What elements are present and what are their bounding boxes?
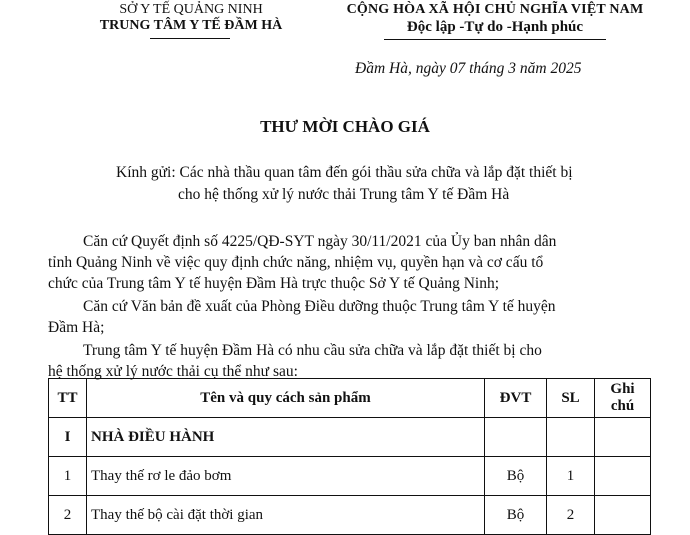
section-tt: I <box>49 418 87 457</box>
recipient-line-1: Kính gửi: Các nhà thầu quan tâm đến gói thầu sửa chữa và lắp đặt thiết bị <box>116 164 573 181</box>
items-table <box>48 378 651 535</box>
paragraph-1-line-3: chức của Trung tâm Y tế huyện Đầm Hà trực thuộc Sở Y tế Quảng Ninh; <box>48 275 500 292</box>
motto-underline <box>384 39 606 40</box>
table-row <box>49 457 651 496</box>
paragraph-1-line-2: tỉnh Quảng Ninh về việc quy định chức năng, nhiệm vụ, quyền hạn và cơ cấu tổ <box>48 254 544 271</box>
agency-underline <box>150 38 230 39</box>
row-unit: Bộ <box>485 496 547 535</box>
row-note <box>595 496 651 535</box>
section-unit <box>485 418 547 457</box>
table-header-row <box>49 379 651 418</box>
agency-parent: SỞ Y TẾ QUẢNG NINH <box>119 2 263 17</box>
section-name: NHÀ ĐIỀU HÀNH <box>87 418 485 457</box>
header-note: Ghi chú <box>595 379 651 418</box>
row-tt: 2 <box>49 496 87 535</box>
table-row <box>49 496 651 535</box>
paragraph-3-line-2: hệ thống xử lý nước thải cụ thể như sau: <box>48 363 298 380</box>
table-section-row <box>49 418 651 457</box>
row-product: Thay thế bộ cài đặt thời gian <box>87 496 485 535</box>
row-product: Thay thế rơ le đảo bơm <box>87 457 485 496</box>
paragraph-2-line-2: Đầm Hà; <box>48 319 105 336</box>
row-quantity: 2 <box>547 496 595 535</box>
nation-title: CỘNG HÒA XÃ HỘI CHỦ NGHĨA VIỆT NAM <box>346 2 644 17</box>
nation-motto: Độc lập -Tự do -Hạnh phúc <box>406 19 584 35</box>
paragraph-1-line-1: Căn cứ Quyết định số 4225/QĐ-SYT ngày 30/11/2021 của Ủy ban nhân dân <box>83 233 557 250</box>
row-quantity: 1 <box>547 457 595 496</box>
document-title: THƯ MỜI CHÀO GIÁ <box>260 117 430 136</box>
row-tt: 1 <box>49 457 87 496</box>
document-date: Đầm Hà, ngày 07 tháng 3 năm 2025 <box>355 60 582 77</box>
section-quantity <box>547 418 595 457</box>
row-note <box>595 457 651 496</box>
header-unit: ĐVT <box>485 379 547 418</box>
agency-name: TRUNG TÂM Y TẾ ĐẦM HÀ <box>99 18 283 33</box>
paragraph-3-line-1: Trung tâm Y tế huyện Đầm Hà có nhu cầu sửa chữa và lắp đặt thiết bị cho <box>83 342 542 359</box>
paragraph-2-line-1: Căn cứ Văn bản đề xuất của Phòng Điều dưỡng thuộc Trung tâm Y tế huyện <box>83 298 556 315</box>
header-quantity: SL <box>547 379 595 418</box>
row-unit: Bộ <box>485 457 547 496</box>
header-product: Tên và quy cách sản phẩm <box>87 379 485 418</box>
recipient-line-2: cho hệ thống xử lý nước thải Trung tâm Y tế Đầm Hà <box>178 186 510 203</box>
section-note <box>595 418 651 457</box>
header-tt: TT <box>49 379 87 418</box>
